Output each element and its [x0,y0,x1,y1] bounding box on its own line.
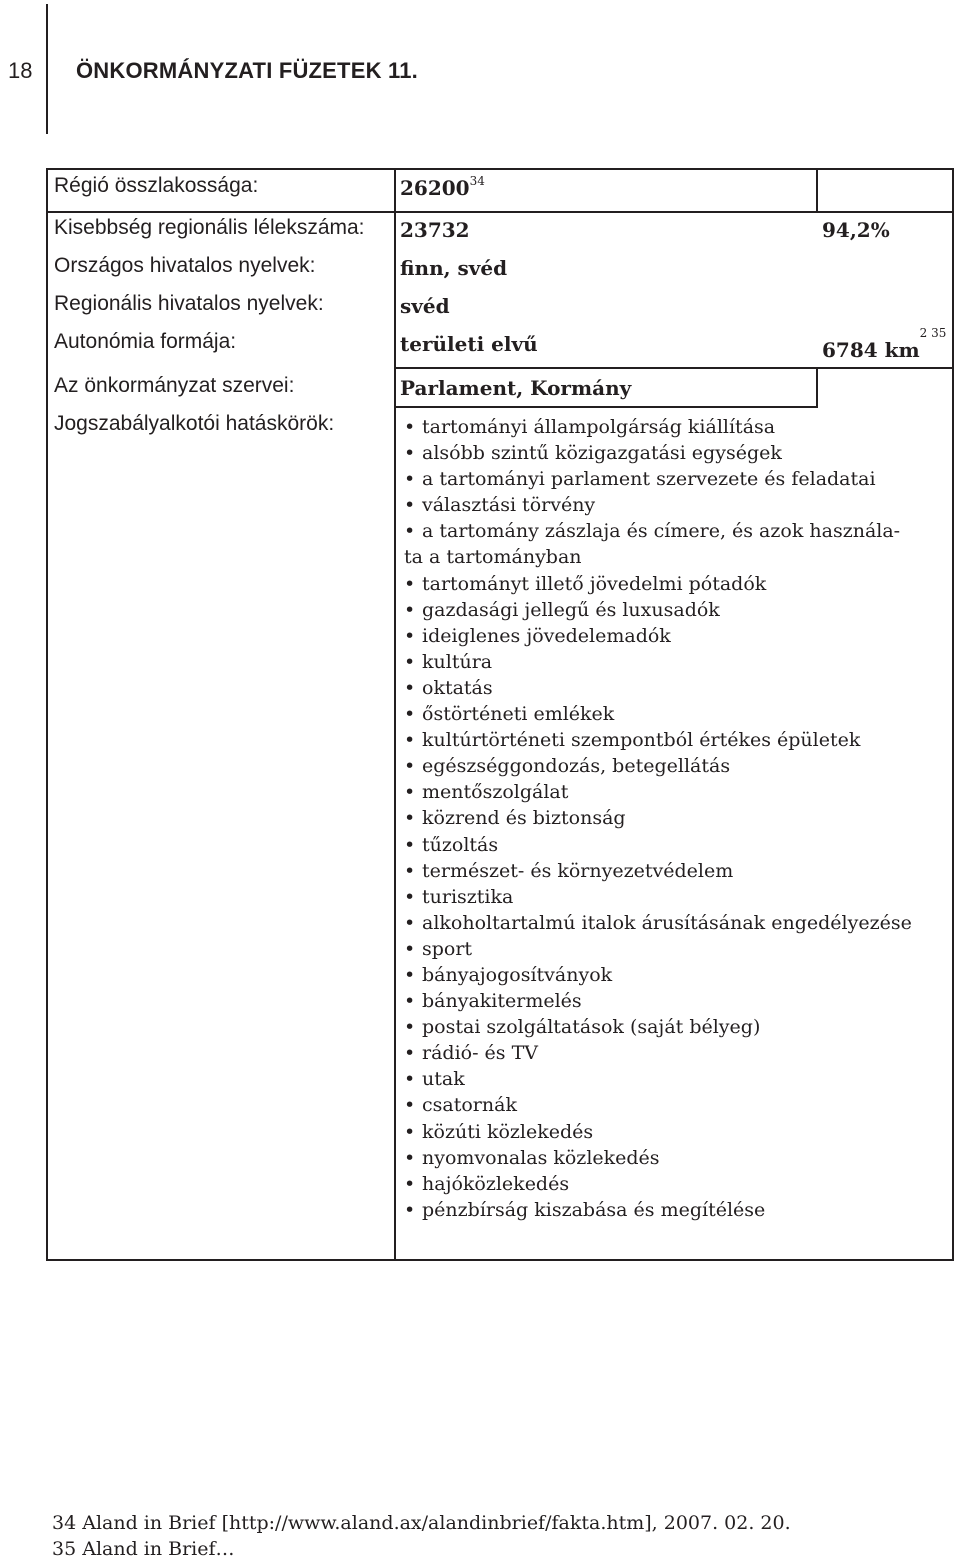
list-item-text: egészséggondozás, betegellátás [422,755,731,778]
list-item [404,414,949,440]
list-item-text: tartományi állampolgárság kiállítása [422,416,776,438]
list-item [404,649,949,675]
bullet-icon: • [404,572,416,595]
bullet-icon: • [404,1198,416,1221]
list-item-text: kultúra [422,650,493,673]
list-item [404,571,949,597]
list-item [404,1145,949,1171]
list-item [404,675,949,701]
autonomy-value: területi elvű [400,332,538,356]
bullet-icon: • [404,833,416,856]
list-item-text: közúti közlekedés [422,1120,594,1143]
bullet-icon: • [404,859,416,882]
population-value: 26200$^{34}$ [400,174,485,200]
list-item-text: közrend és biztonság [422,807,626,830]
list-item [404,440,949,466]
list-item-text: nyomvonalas közlekedés [422,1146,660,1169]
bullet-icon: • [404,624,416,647]
page-number: 18 [8,58,33,83]
list-item [404,1171,949,1197]
list-item [404,1119,949,1145]
list-item [404,858,949,884]
list-item-text: csatornák [422,1094,517,1117]
bullet-icon: • [404,1120,416,1143]
list-item [404,805,949,831]
bullet-icon: • [404,729,416,752]
minority-label: Kisebbség regionális lélekszáma: [54,216,365,239]
footnote-34: 34 Aland in Brief [http://www.aland.ax/alandinbrief/fakta.htm], 2007. 02. 20. [52,1512,791,1534]
area-value: 6784 $km^{2 35}$ [822,326,947,362]
row-divider [394,367,954,369]
series-title: ÖNKORMÁNYZATI FÜZETEK 11. [76,58,418,83]
row-divider [46,211,954,213]
population-label: Régió összlakossága: [54,174,259,197]
list-item [404,988,949,1014]
list-item [404,492,949,518]
list-item [404,753,949,779]
minority-value: 23732 [400,218,470,242]
list-item-text: rádió- és TV [422,1042,538,1065]
regional-languages-label: Regionális hivatalos nyelvek: [54,292,324,315]
bullet-icon: • [404,416,416,438]
list-item [404,466,949,492]
list-item [404,884,949,910]
bullet-icon: • [404,520,416,543]
list-item-text: ideiglenes jövedelemadók [422,624,671,647]
bullet-icon: • [404,885,416,908]
bodies-cell-divider [816,367,818,408]
list-item [404,1066,949,1092]
row-divider [394,406,816,408]
bullet-icon: • [404,807,416,830]
area-superscript: 2 35 [919,326,947,341]
national-languages-value: finn, svéd [400,256,508,280]
regional-languages-value: svéd [400,294,450,318]
bullet-icon: • [404,755,416,778]
list-item [404,936,949,962]
powers-label: Jogszabályalkotói hatáskörök: [54,412,335,435]
list-item-text: oktatás [422,676,493,699]
bodies-label: Az önkormányzat szervei: [54,374,295,397]
powers-list [404,414,949,1223]
bullet-icon: • [404,442,416,465]
list-item [404,518,949,544]
list-item-text: alkoholtartalmú italok árusításának engedélyezése [422,911,912,934]
list-item [404,962,949,988]
national-languages-label: Országos hivatalos nyelvek: [54,254,316,277]
bullet-icon: • [404,1094,416,1117]
bullet-icon: • [404,781,416,804]
list-item [404,597,949,623]
list-item [404,544,949,570]
bullet-icon: • [404,494,416,517]
minority-percent: 94,2% [822,218,890,242]
bullet-icon: • [404,1016,416,1039]
list-item-text: gazdasági jellegű és luxusadók [422,598,720,621]
bullet-icon: • [404,990,416,1013]
list-item [404,1197,949,1223]
bullet-icon: • [404,911,416,934]
list-item [404,779,949,805]
list-item-text: pénzbírság kiszabása és megítélése [422,1198,766,1221]
list-item [404,1092,949,1118]
list-item [404,1014,949,1040]
list-item-text: bányakitermelés [422,990,582,1013]
list-item-text: ta a tartományban [404,546,582,569]
bullet-icon: • [404,1042,416,1065]
list-item-text: kultúrtörténeti szempontból értékes épületek [422,729,861,752]
list-item-text: a tartomány zászlaja és címere, és azok használa- [422,520,901,543]
footnote-35: 35 Aland in Brief… [52,1538,235,1560]
bullet-icon: • [404,703,416,726]
population-footnote-ref: 34 [469,174,485,189]
bullet-icon: • [404,1146,416,1169]
bullet-icon: • [404,963,416,986]
list-item [404,701,949,727]
list-item-text: mentőszolgálat [422,781,569,804]
bodies-value: Parlament, Kormány [400,376,632,400]
list-item [404,727,949,753]
list-item-text: tűzoltás [422,833,499,856]
list-item-text: hajóközlekedés [422,1172,570,1195]
bullet-icon: • [404,1068,416,1091]
bullet-icon: • [404,1172,416,1195]
column-divider [394,168,396,1261]
list-item [404,832,949,858]
list-item-text: tartományt illető jövedelmi pótadók [422,572,767,595]
bullet-icon: • [404,937,416,960]
list-item-text: sport [422,937,473,960]
list-item-text: természet- és környezetvédelem [422,859,734,882]
list-item-text: alsóbb szintű közigazgatási egységek [422,442,782,465]
bullet-icon: • [404,598,416,621]
list-item-text: választási törvény [422,494,596,517]
bullet-icon: • [404,650,416,673]
bullet-icon: • [404,468,416,491]
list-item-text: őstörténeti emlékek [422,703,615,726]
header-divider [46,4,48,134]
list-item [404,1040,949,1066]
population-cell-divider [816,168,818,213]
bullet-icon: • [404,676,416,699]
list-item-text: utak [422,1068,465,1091]
list-item-text: bányajogosítványok [422,963,613,986]
list-item-text: a tartományi parlament szervezete és feladatai [422,468,876,491]
list-item-text: turisztika [422,885,514,908]
list-item-text: postai szolgáltatások (saját bélyeg) [422,1016,761,1039]
list-item [404,910,949,936]
autonomy-label: Autonómia formája: [54,330,237,353]
list-item [404,623,949,649]
